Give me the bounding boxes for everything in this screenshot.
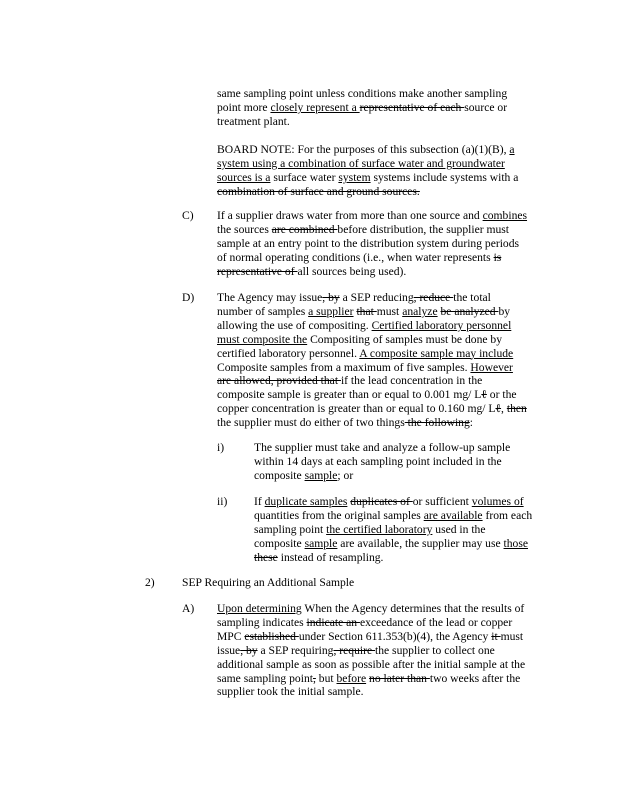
subitem-ii-text: [254, 495, 532, 565]
text-run: SEP Requiring an Additional Sample: [182, 576, 355, 589]
text-line: [254, 509, 532, 523]
text-line: [254, 523, 532, 537]
text-line: [254, 551, 532, 565]
inserted-text: before: [336, 671, 367, 685]
text-run: same sampling point: [217, 671, 313, 685]
inserted-text: combines: [482, 209, 528, 222]
text-run: source or: [464, 100, 508, 114]
text-run: a SEP reducing: [339, 291, 414, 304]
text-run: instead of resampling.: [277, 550, 384, 564]
deleted-text: , reduce: [413, 291, 454, 304]
text-run: If: [254, 495, 265, 508]
text-run: exceedance of the lead or copper: [359, 615, 513, 629]
inserted-text: closely represent a: [270, 100, 360, 114]
inserted-text: must composite the: [217, 332, 308, 346]
text-line: [217, 672, 525, 686]
paragraph-sampling-point-continuation: [217, 87, 507, 129]
text-run: surface water: [270, 170, 339, 184]
text-run: issue: [217, 643, 241, 657]
text-run: the total: [453, 291, 491, 304]
subitem-label-i: i): [217, 441, 225, 454]
inserted-text: system using a combination of surface water and groundwater: [217, 156, 505, 170]
text-run: sampling indicates: [217, 615, 307, 629]
text-run: by: [498, 304, 511, 318]
text-line: [217, 185, 518, 199]
section-label-2: 2): [145, 576, 155, 589]
inserted-text: A composite sample may include: [359, 346, 514, 360]
text-run: MPC: [217, 629, 245, 643]
item-label-c: C): [182, 209, 194, 222]
text-run: When the Agency determines that the results of: [301, 602, 525, 615]
text-run: of normal operating conditions (i.e., when water represents: [217, 250, 494, 264]
deleted-text: it: [491, 629, 501, 643]
deleted-text: representative of each: [359, 100, 465, 114]
deleted-text: is: [493, 250, 502, 264]
text-line: [254, 495, 532, 509]
text-run: ,: [501, 402, 507, 416]
deleted-text: combination of surface and ground sources.: [217, 184, 420, 198]
text-run: from each: [482, 508, 533, 522]
text-run: two weeks after the: [429, 671, 521, 685]
deleted-text: that: [356, 304, 377, 318]
inserted-text: are available: [423, 508, 483, 522]
deleted-text: are allowed, provided that: [217, 374, 341, 388]
inserted-text: sample: [304, 536, 338, 550]
text-line: [217, 265, 527, 279]
text-run: must: [376, 304, 403, 318]
text-run: but: [315, 671, 337, 685]
deleted-text: are combined: [271, 222, 338, 236]
text-line: [217, 602, 525, 616]
text-run: Compositing of samples must be done by: [307, 332, 503, 346]
deleted-text: ℓ: [481, 388, 487, 402]
subitem-label-ii: ii): [217, 495, 228, 508]
text-line: [217, 616, 525, 630]
text-line: [217, 388, 527, 402]
text-run: point more: [217, 100, 271, 114]
text-run: allowing the use of compositing.: [217, 318, 372, 332]
text-run: if the lead concentration in the: [340, 374, 483, 388]
text-line: [217, 319, 527, 333]
inserted-text: Upon determining: [217, 602, 302, 615]
text-line: [254, 537, 532, 551]
deleted-text: duplicates of: [350, 495, 413, 508]
text-line: [217, 416, 527, 430]
text-run: certified laboratory personnel.: [217, 346, 360, 360]
text-run: composite: [254, 536, 305, 550]
text-run: The supplier must take and analyze a follow-up sample: [254, 441, 511, 454]
item-label-a: A): [182, 602, 195, 615]
text-line: [217, 658, 525, 672]
text-line: [217, 223, 527, 237]
text-line: [217, 685, 525, 699]
inserted-text: However: [470, 360, 513, 374]
text-run: supplier took the initial sample.: [217, 685, 364, 699]
text-line: [254, 441, 510, 455]
text-run: same sampling point unless conditions make another sampling: [217, 87, 508, 100]
deleted-text: , by: [240, 643, 258, 657]
text-line: [217, 374, 527, 388]
text-line: [217, 101, 507, 115]
text-run: copper concentration is greater than or equal to 0.160 mg/ L: [217, 402, 496, 416]
deleted-text: , require: [333, 643, 375, 657]
text-run: a SEP requiring: [257, 643, 334, 657]
inserted-text: sources is a: [217, 170, 271, 184]
inserted-text: sample: [304, 468, 338, 482]
text-line: [254, 455, 510, 469]
text-line: [217, 291, 527, 305]
text-run: BOARD NOTE: For the purposes of this subsection (a)(1)(B),: [217, 143, 510, 156]
text-line: [217, 333, 527, 347]
text-run: must: [500, 629, 524, 643]
text-run: composite: [254, 468, 305, 482]
inserted-text: system: [338, 170, 371, 184]
text-line: [217, 87, 507, 101]
item-d-text: [217, 291, 527, 430]
text-run: or the: [486, 388, 517, 402]
inserted-text: volumes of: [471, 495, 524, 508]
inserted-text: a: [509, 143, 515, 156]
deleted-text: established: [244, 629, 299, 643]
text-run: Composite samples from a maximum of five samples.: [217, 360, 471, 374]
text-run: number of samples: [217, 304, 309, 318]
text-run: sample at an entry point to the distribution system during periods: [217, 236, 520, 250]
deleted-text: ,: [312, 671, 316, 685]
text-line: [217, 237, 527, 251]
text-run: the supplier must do either of two things: [217, 416, 405, 430]
text-run: sampling point: [254, 522, 327, 536]
text-line: [254, 469, 510, 483]
subitem-i-text: [254, 441, 510, 483]
deleted-text: , by: [322, 291, 340, 304]
deleted-text: no later than: [369, 671, 430, 685]
deleted-text: ℓ: [495, 402, 502, 416]
text-line: [182, 576, 354, 590]
text-run: quantities from the original samples: [254, 508, 424, 522]
deleted-text: representative of: [217, 264, 298, 278]
inserted-text: the certified laboratory: [326, 522, 433, 536]
text-line: [217, 115, 507, 129]
text-run: within 14 days at each sampling point included in the: [254, 454, 502, 468]
text-line: [217, 157, 518, 171]
text-line: [217, 644, 525, 658]
deleted-text: then: [506, 402, 527, 416]
deleted-text: these: [254, 550, 278, 564]
deleted-text: be analyzed: [440, 304, 499, 318]
text-run: the sources: [217, 222, 272, 236]
text-run: all sources being used).: [297, 264, 407, 278]
board-note: [217, 143, 518, 199]
text-run: the supplier to collect one: [375, 643, 495, 657]
inserted-text: Certified laboratory personnel: [371, 318, 512, 332]
text-line: [217, 171, 518, 185]
text-run: :: [469, 416, 474, 430]
item-a-text: [217, 602, 525, 699]
inserted-text: duplicate samples: [264, 495, 348, 508]
text-line: [217, 209, 527, 223]
section-2-heading: [182, 576, 354, 590]
text-run: before distribution, the supplier must: [337, 222, 510, 236]
text-run: treatment plant.: [217, 114, 290, 128]
text-run: If a supplier draws water from more than one source and: [217, 209, 483, 222]
text-line: [217, 143, 518, 157]
text-run: systems include systems with a: [370, 170, 519, 184]
text-line: [217, 347, 527, 361]
deleted-text: indicate an: [306, 615, 360, 629]
inserted-text: a supplier: [308, 304, 354, 318]
item-c-text: [217, 209, 527, 279]
inserted-text: those: [503, 536, 529, 550]
text-run: ; or: [337, 468, 354, 482]
text-run: are available, the supplier may use: [337, 536, 504, 550]
item-label-d: D): [182, 291, 195, 304]
inserted-text: analyze: [402, 304, 438, 318]
text-line: [217, 251, 527, 265]
text-run: or sufficient: [412, 495, 472, 508]
text-run: under Section 611.353(b)(4), the Agency: [298, 629, 492, 643]
text-line: [217, 630, 525, 644]
text-line: [217, 361, 527, 375]
text-run: additional sample as soon as possible after the initial sample at the: [217, 657, 526, 671]
text-line: [217, 402, 527, 416]
text-run: used in the: [432, 522, 486, 536]
text-line: [217, 305, 527, 319]
deleted-text: the following: [404, 416, 470, 430]
text-run: composite sample is greater than or equal to 0.001 mg/ L: [217, 388, 482, 402]
text-run: The Agency may issue: [217, 291, 323, 304]
